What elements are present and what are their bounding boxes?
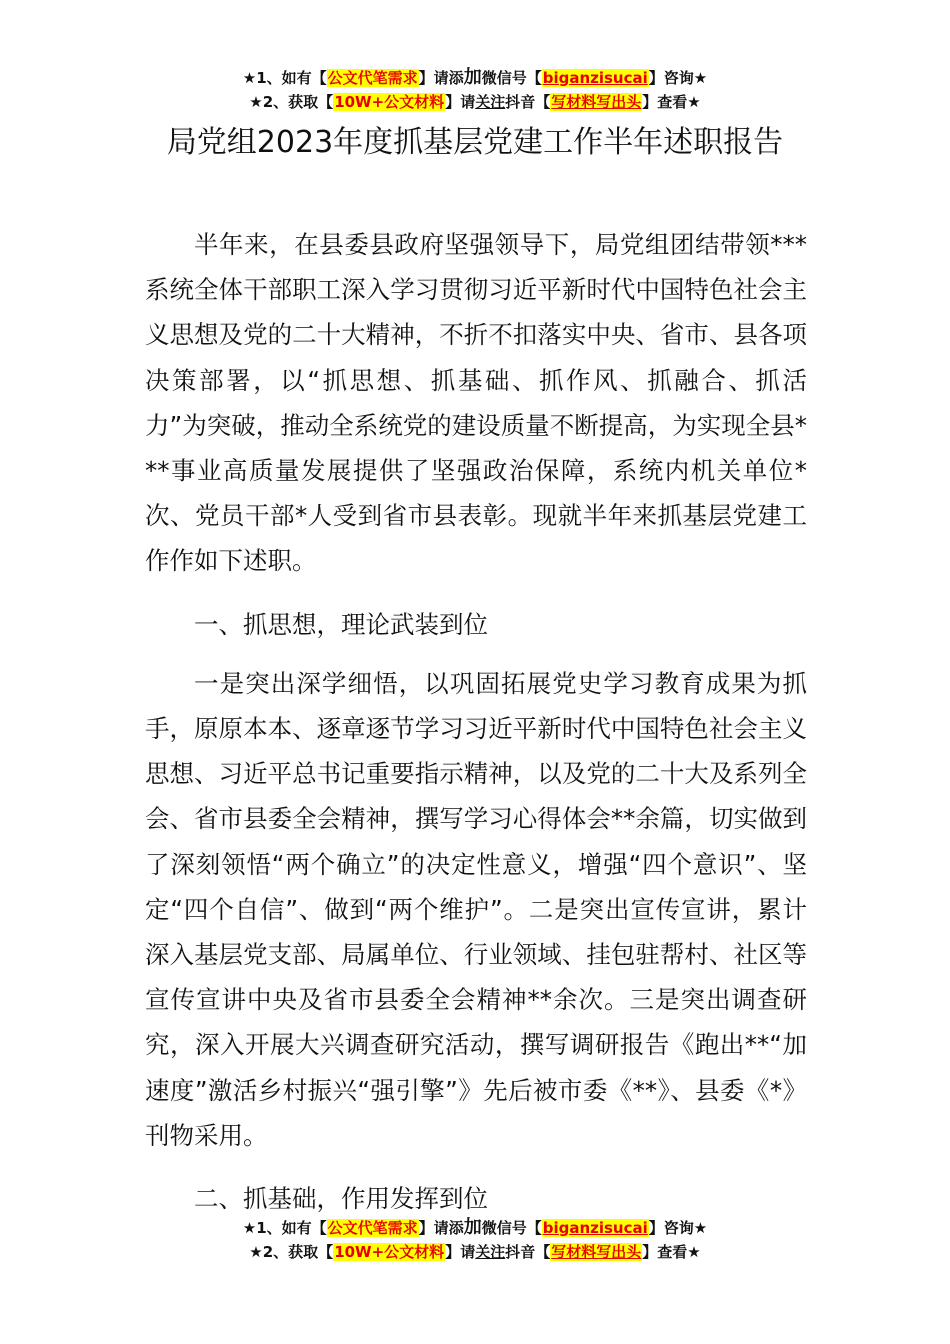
douyin-account-link[interactable]: 写材料写出头	[551, 93, 642, 111]
highlight-materials: 10W+公文材料	[334, 1243, 445, 1261]
document-body	[145, 222, 807, 1235]
banner-text: 】请添	[418, 69, 464, 87]
banner-text: 】请添	[418, 1219, 464, 1237]
banner-line-1	[0, 66, 950, 90]
banner-text: 】请	[445, 1243, 476, 1261]
banner-text: 微信号【	[481, 1219, 542, 1237]
section-heading-1: 一、抓思想，理论武装到位	[194, 609, 488, 639]
banner-line-2	[0, 1240, 950, 1264]
banner-line-1	[0, 1216, 950, 1240]
banner-line-2	[0, 90, 950, 114]
banner-text: 】查看★	[642, 93, 701, 111]
document-title: 局党组2023年度抓基层党建工作半年述职报告	[166, 125, 784, 160]
banner-text: 微信号【	[481, 69, 542, 87]
banner-text: ★2、获取【	[249, 1243, 334, 1261]
paragraph-section-1: 一是突出深学细悟，以巩固拓展党史学习教育成果为抓手，原原本本、逐章逐节学习习近平新时代中国特色社会主义思想、习近平总书记重要指示精神，以及党的二十大及系列全会、省市县委全会精神，撰写学习心得体会**余篇，切实做到了深刻领悟“两个确立”的决定性意义，增强“四个意识”、坚定“四个自信”、做到“两个维护”。二是突出宣传宣讲，累计深入基层党支部、局属单位、行业领域、挂包驻帮村、社区等宣传宣讲中央及省市县委全会精神**余次。三是突出调查研究，深入开展大兴调查研究活动，撰写调研报告《跑出**“加速度”激活乡村振兴“强引擎”》先后被市委《**》、县委《*》刊物采用。	[145, 668, 807, 1150]
banner-text: 】咨询★	[648, 69, 708, 87]
footer-banner	[0, 1216, 950, 1264]
banner-text: 关注	[475, 1243, 506, 1261]
banner-text: ★1、如有【	[242, 69, 327, 87]
banner-text: 】请	[445, 93, 476, 111]
highlight-writing-service: 公文代笔需求	[327, 69, 418, 87]
section-heading-2: 二、抓基础，作用发挥到位	[194, 1184, 488, 1214]
douyin-account-link[interactable]: 写材料写出头	[551, 1243, 642, 1261]
banner-text: 关注	[475, 93, 506, 111]
banner-text: 加	[463, 1217, 482, 1238]
wechat-id-link[interactable]: biganzisucai	[542, 69, 648, 87]
banner-text: 抖音【	[505, 93, 551, 111]
banner-text: 】咨询★	[648, 1219, 708, 1237]
paragraph-intro: 半年来，在县委县政府坚强领导下，局党组团结带领***系统全体干部职工深入学习贯彻习近平新时代中国特色社会主义思想及党的二十大精神，不折不扣落实中央、省市、县各项决策部署，以“抓思想、抓基础、抓作风、抓融合、抓活力”为突破，推动全系统党的建设质量不断提高，为实现全县***事业高质量发展提供了坚强政治保障，系统内机关单位*次、党员干部*人受到省市县表彰。现就半年来抓基层党建工作作如下述职。	[145, 230, 807, 576]
wechat-id-link[interactable]: biganzisucai	[542, 1219, 648, 1237]
banner-text: 加	[463, 67, 482, 88]
highlight-writing-service: 公文代笔需求	[327, 1219, 418, 1237]
banner-text: 抖音【	[505, 1243, 551, 1261]
banner-text: ★1、如有【	[242, 1219, 327, 1237]
header-banner	[0, 66, 950, 114]
banner-text: 】查看★	[642, 1243, 701, 1261]
highlight-materials: 10W+公文材料	[334, 93, 445, 111]
banner-text: ★2、获取【	[249, 93, 334, 111]
